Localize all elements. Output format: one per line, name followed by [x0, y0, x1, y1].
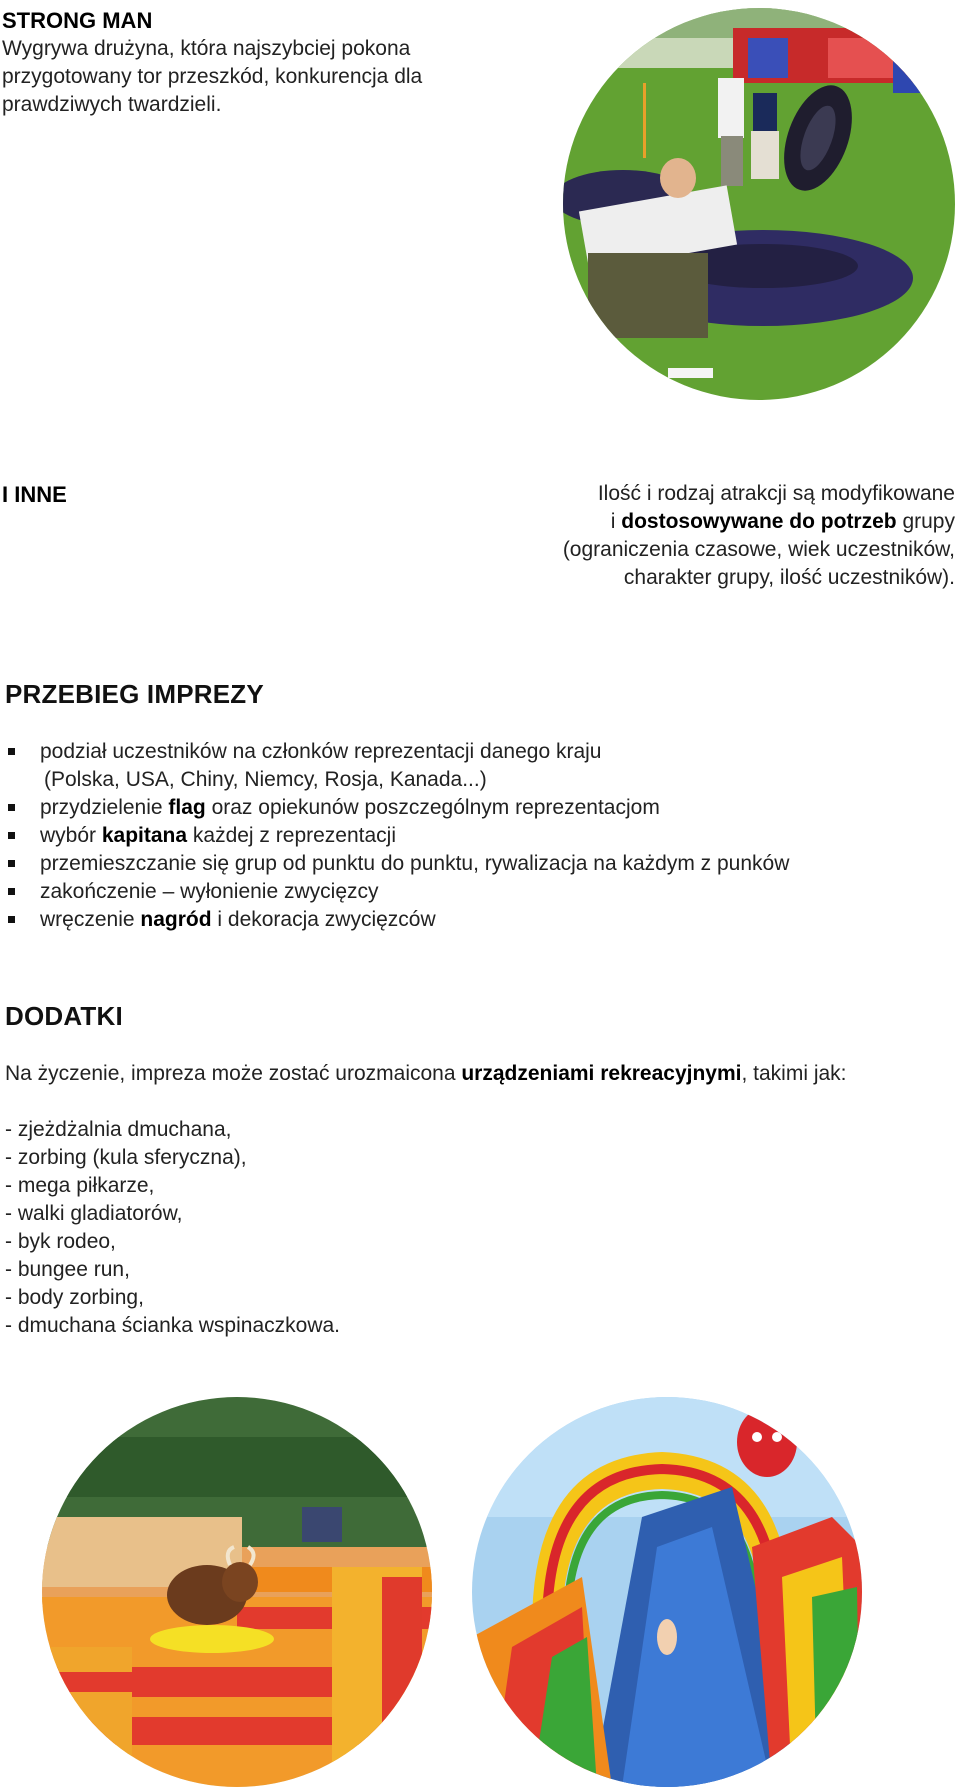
list-item-text: wybór [40, 824, 102, 847]
inne-title: I INNE [2, 482, 67, 507]
list-item: - body zorbing, [5, 1286, 144, 1309]
list-item [2, 794, 942, 822]
inne-emphasis: dostosowywane do potrzeb [621, 510, 897, 533]
strongman-photo [563, 8, 955, 400]
inne-line-text: grupy [896, 510, 955, 533]
list-item-text: oraz opiekunów poszczególnym reprezentacjom [205, 796, 660, 819]
bullet-square-icon [8, 888, 15, 895]
list-item [2, 738, 942, 794]
list-item [2, 850, 942, 878]
inne-line: charakter grupy, ilość uczestników). [623, 566, 955, 589]
list-item-emphasis: nagród [140, 908, 212, 931]
inne-line: Ilość i rodzaj atrakcji są modyfikowane [597, 482, 955, 505]
inne-line [440, 508, 955, 536]
dodatki-intro [5, 1060, 945, 1088]
list-item: - mega piłkarze, [5, 1174, 155, 1197]
strongman-line: przygotowany tor przeszkód, konkurencja dla [2, 65, 423, 88]
bullet-square-icon [8, 832, 15, 839]
list-item-text: każdej z reprezentacji [187, 824, 396, 847]
przebieg-title: PRZEBIEG IMPREZY [5, 679, 264, 709]
bullet-square-icon [8, 860, 15, 867]
inne-line: (ograniczenia czasowe, wiek uczestników, [562, 538, 955, 561]
list-item-text: podział uczestników na członków reprezentacji danego kraju [40, 740, 602, 763]
bullet-square-icon [8, 804, 15, 811]
list-item [2, 906, 942, 934]
bullet-square-icon [8, 916, 15, 923]
list-item-continuation: (Polska, USA, Chiny, Niemcy, Rosja, Kanada...) [44, 768, 487, 791]
list-item: - zorbing (kula sferyczna), [5, 1146, 247, 1169]
list-item-text: przydzielenie [40, 796, 169, 819]
inne-description [440, 480, 955, 592]
przebieg-list [2, 738, 942, 934]
dodatki-intro-text: , takimi jak: [741, 1062, 847, 1085]
list-item-text: przemieszczanie się grup od punktu do punktu, rywalizacja na każdym z punków [40, 852, 790, 875]
list-item-emphasis: flag [168, 796, 206, 819]
strongman-line: prawdziwych twardzieli. [2, 93, 222, 116]
dodatki-intro-emphasis: urządzeniami rekreacyjnymi [461, 1062, 742, 1085]
list-item: - dmuchana ścianka wspinaczkowa. [5, 1314, 340, 1337]
list-item: - bungee run, [5, 1258, 130, 1281]
dodatki-title: DODATKI [5, 1001, 123, 1031]
list-item [2, 822, 942, 850]
dodatki-list [5, 1116, 705, 1340]
dodatki-intro-text: Na życzenie, impreza może zostać urozmaicona [5, 1062, 462, 1085]
bullet-square-icon [8, 748, 15, 755]
strongman-line: Wygrywa drużyna, która najszybciej pokona [2, 37, 411, 60]
inflatable-slide-photo [472, 1397, 862, 1787]
strongman-description [2, 35, 502, 119]
list-item-text: i dekoracja zwycięzców [211, 908, 436, 931]
rodeo-bull-photo [42, 1397, 432, 1787]
strongman-title: STRONG MAN [2, 8, 153, 33]
inne-line-text: i [610, 510, 622, 533]
list-item: - walki gladiatorów, [5, 1202, 183, 1225]
list-item: - zjeżdżalnia dmuchana, [5, 1118, 232, 1141]
list-item: - byk rodeo, [5, 1230, 116, 1253]
list-item-text: zakończenie – wyłonienie zwycięzcy [40, 880, 379, 903]
list-item [2, 878, 942, 906]
list-item-emphasis: kapitana [101, 824, 188, 847]
list-item-text: wręczenie [40, 908, 141, 931]
